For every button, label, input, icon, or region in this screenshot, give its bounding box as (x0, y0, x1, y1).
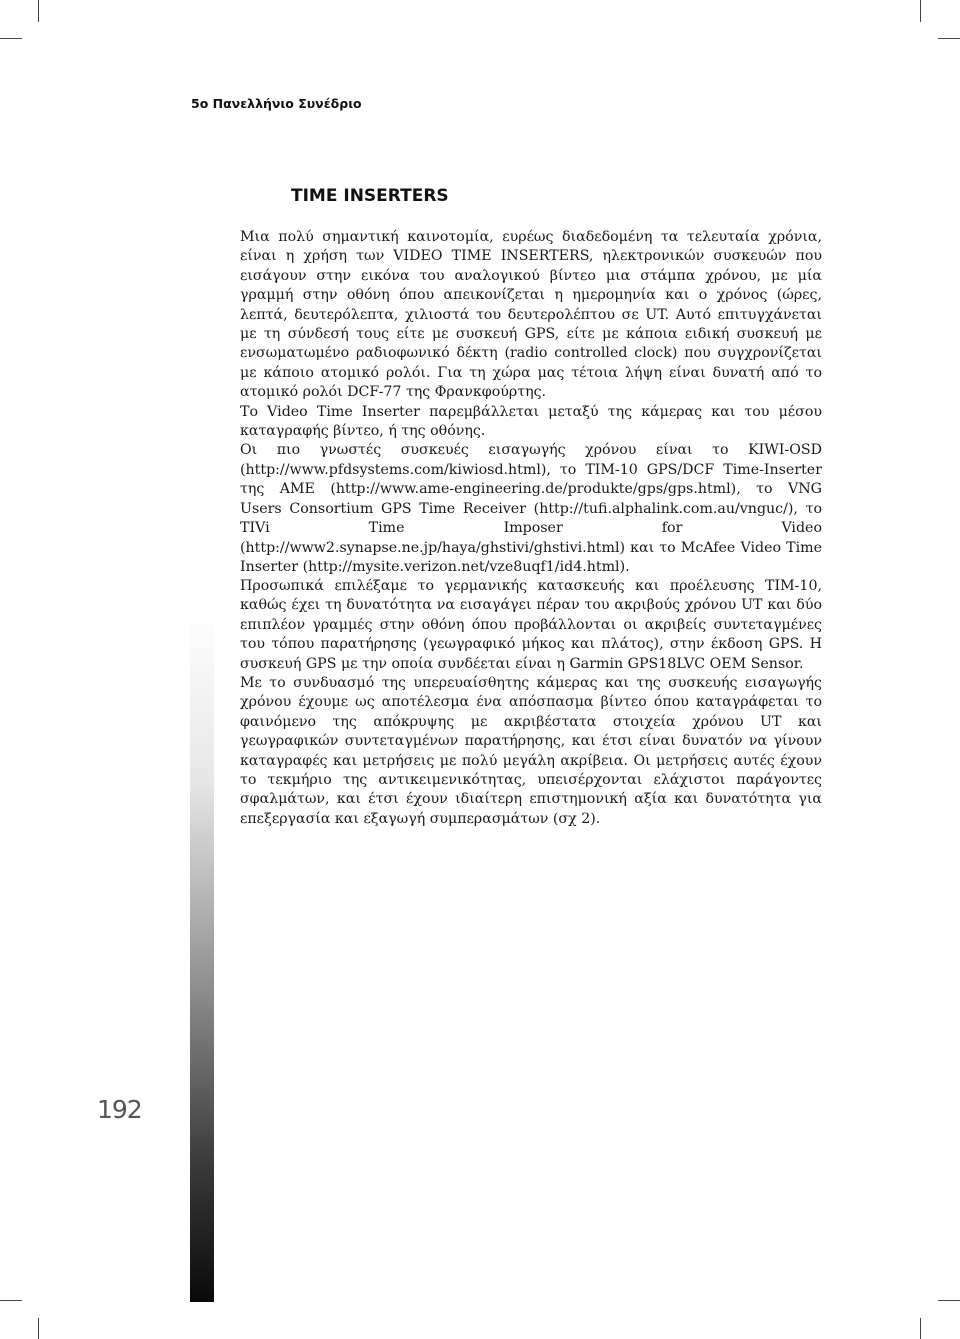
crop-mark (938, 38, 960, 39)
crop-mark (0, 38, 22, 39)
crop-mark (38, 1318, 39, 1339)
paragraph: Οι πιο γνωστές συσκευές εισαγωγής χρόνου είναι το KIWI-OSD (http://www.pfdsystems.com/kiwiosd.html), το TIM-10 GPS/DCF Time-Inserter της AME (http://www.ame-engineering.de/produkte/gps/gps.html), το VNG Users Consortium GPS Time Receiver (http://tufi.alphalink.com.au/vnguc/), το TIVi Time Imposer for Video (http://www2.synapse.ne.jp/haya/ghstivi/ghstivi.html) και το McAfee Video Time Inserter (http://mysite.verizon.net/vze8uqf1/id4.html). (240, 442, 822, 575)
crop-mark (920, 1318, 921, 1339)
paragraph: Το Video Time Inserter παρεμβάλλεται μεταξύ της κάμερας και του μέσου καταγραφής βίντεο, ή της οθόνης. (240, 403, 822, 440)
crop-mark (0, 1300, 22, 1301)
running-header: 5ο Πανελλήνιο Συνέδριο (191, 96, 362, 111)
section-title: TIME INSERTERS (291, 186, 449, 206)
paragraph: Προσωπικά επιλέξαμε το γερμανικής κατασκευής και προέλευσης TIM-10, καθώς έχει τη δυνατότητα να εισαγάγει πέραν του ακριβούς χρόνου UT και δύο επιπλέον γραμμές στην οθόνη όπου προβάλλονται οι ακριβείς συντεταγμένες του τόπου παρατήρησης (γεωγραφικό μήκος και πλάτος), στην έκδοση GPS. Η συσκευή GPS με την οποία συνδέεται είναι η Garmin GPS18LVC OEM Sensor. (240, 578, 822, 672)
gradient-side-bar (190, 612, 214, 1302)
crop-mark (920, 0, 921, 22)
paragraph: Μια πολύ σημαντική καινοτομία, ευρέως διαδεδομένη τα τελευταία χρόνια, είναι η χρήση των VIDEO TIME INSERTERS, ηλεκτρονικών συσκευών που εισάγουν στην εικόνα του αναλογικού βίντεο μια στάμπα χρόνου, με μία γραμμή στην οθόνη όπου απεικονίζεται η ημερομηνία και ο χρόνος (ώρες, λεπτά, δευτερόλεπτα, χιλιοστά του δευτερολέπτου σε UT. Αυτό επιτυγχάνεται με τη σύνδεσή τους είτε με συσκευή GPS, είτε με κάποια ειδική συσκευή με ενσωματωμένο ραδιοφωνικό δέκτη (radio controlled clock) που συγχρονίζεται με κάποιο ατομικό ρολόι. Για τη χώρα μας τέτοια λήψη είναι δυνατή από το ατομικό ρολόι DCF-77 της Φρανκφούρτης. (240, 229, 822, 401)
crop-mark (38, 0, 39, 22)
paragraph: Με το συνδυασμό της υπερευαίσθητης κάμερας και της συσκευής εισαγωγής χρόνου έχουμε ως αποτέλεσμα ένα απόσπασμα βίντεο όπου καταγράφεται το φαινόμενο της απόκρυψης με ακριβέστατα στοιχεία χρόνου UT και γεωγραφικών συντεταγμένων παρατήρησης, και έτσι είναι δυνατόν να γίνουν καταγραφές και μετρήσεις με πολύ μεγάλη ακρίβεια. Οι μετρήσεις αυτές έχουν το τεκμήριο της αντικειμενικότητας, υπεισέρχονται ελάχιστοι παράγοντες σφαλμάτων, και έτσι έχουν ιδιαίτερη επιστημονική αξία και δυνατότητα για επεξεργασία και εξαγωγή συμπερασμάτων (σχ 2). (240, 675, 822, 827)
body-block-1 (240, 228, 822, 577)
body-block-2 (240, 577, 822, 829)
crop-mark (938, 1300, 960, 1301)
page-number: 192 (97, 1095, 142, 1124)
